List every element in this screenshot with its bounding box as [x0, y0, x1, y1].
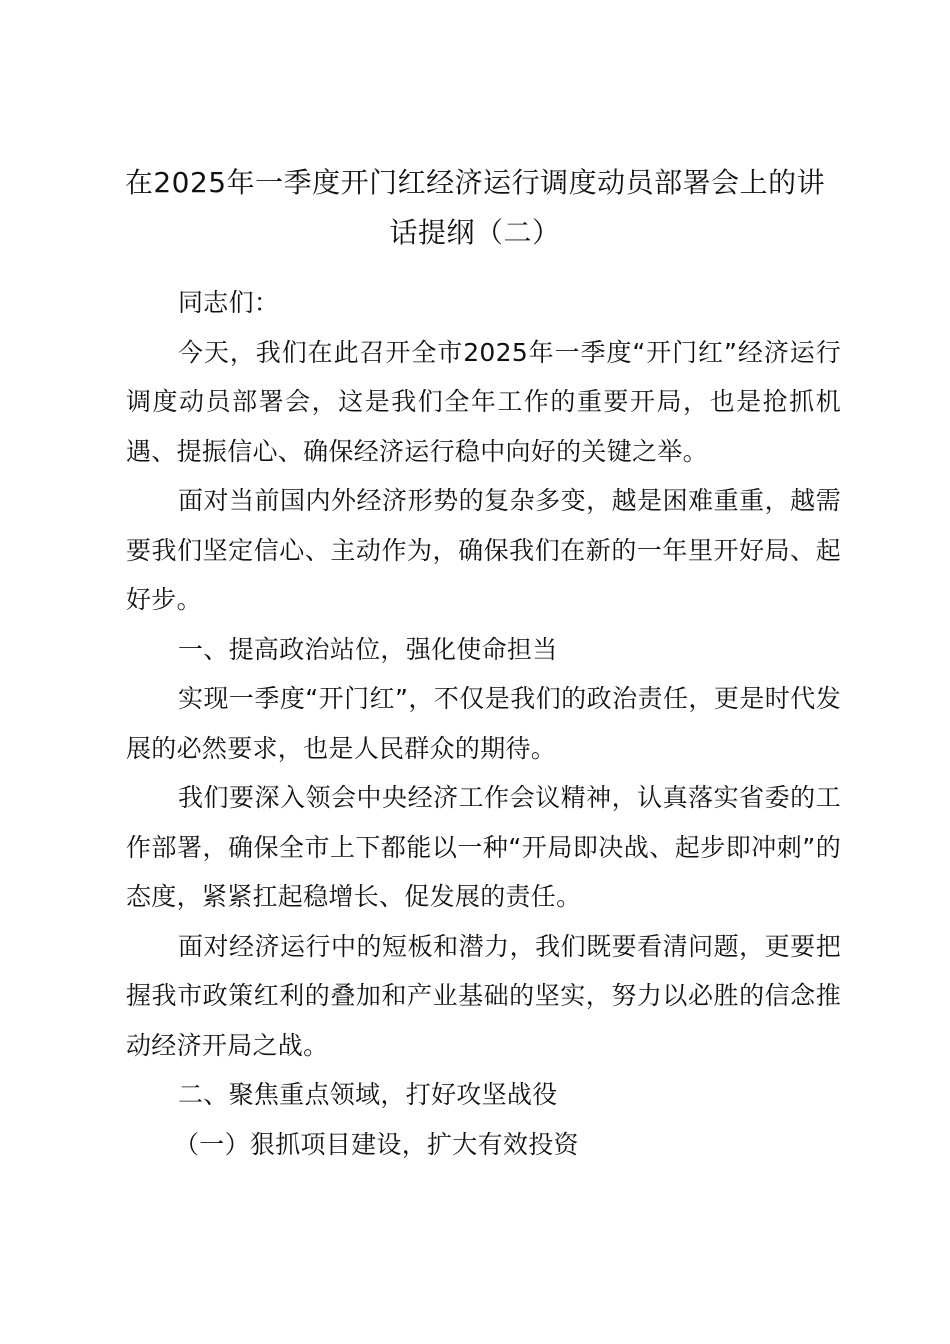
section-heading-2: 二、聚焦重点领域，打好攻坚战役 — [178, 1080, 558, 1109]
paragraph-deployment: 我们要深入领会中央经济工作会议精神，认真落实省委的工作部署，确保全市上下都能以一种“开局即决战、起步即冲刺”的态度，紧紧扛起稳增长、促发展的责任。 — [126, 783, 841, 911]
paragraph-situation: 面对当前国内外经济形势的复杂多变，越是困难重重，越需要我们坚定信心、主动作为，确保我们在新的一年里开好局、起好步。 — [126, 486, 841, 614]
salutation: 同志们： — [178, 288, 280, 317]
paragraph-potential: 面对经济运行中的短板和潜力，我们既要看清问题，更要把握我市政策红利的叠加和产业基础的坚实，努力以必胜的信念推动经济开局之战。 — [126, 931, 841, 1060]
section-heading-1: 一、提高政治站位，强化使命担当 — [178, 634, 558, 664]
document-body — [126, 278, 841, 1169]
document-title: 在2025年一季度开门红经济运行调度动员部署会上的讲话提纲（二） — [124, 166, 826, 249]
paragraph-intro: 今天，我们在此召开全市2025年一季度“开门红”经济运行调度动员部署会，这是我们全年工作的重要开局，也是抢抓机遇、提振信心、确保经济运行稳中向好的关键之举。 — [126, 337, 841, 466]
subsection-heading-1: （一）狠抓项目建设，扩大有效投资 — [174, 1129, 579, 1159]
paragraph-responsibility: 实现一季度“开门红”，不仅是我们的政治责任，更是时代发展的必然要求，也是人民群众的期待。 — [126, 684, 841, 763]
